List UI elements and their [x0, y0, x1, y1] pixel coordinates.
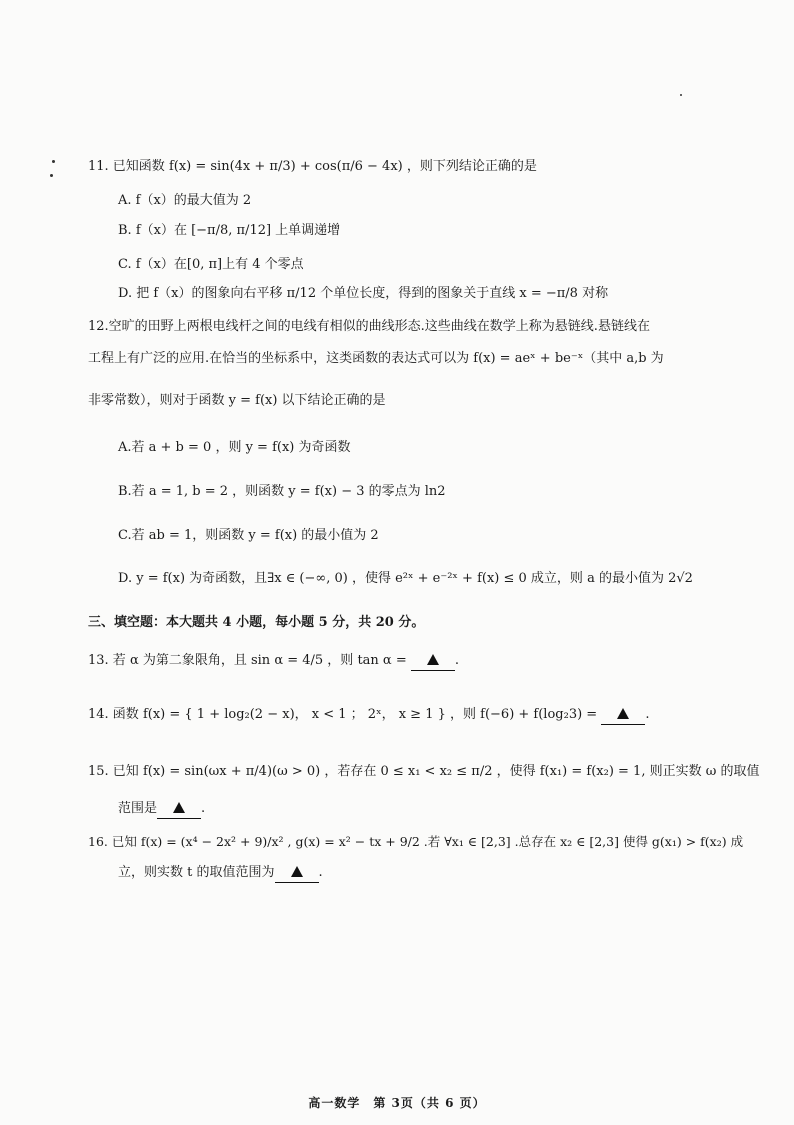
q16-line1: 16. 已知 f(x) = (x⁴ − 2x² + 9)/x² , g(x) = x² − tx + 9/2 .若 ∀x₁ ∈ [2,3] .总存在 x₂ ∈ [2,3] 使得 g(x₁) > f(x₂) 成: [88, 834, 744, 849]
triangle-icon: [617, 708, 629, 719]
q14-text-a: 14. 函数 f(x) = { 1 + log₂(2 − x)， x < 1 ； 2ˣ， x ≥ 1 }: [88, 707, 446, 722]
q14: [88, 706, 649, 725]
q12-stem-line1: 12.空旷的田野上两根电线杆之间的电线有相似的曲线形态.这些曲线在数学上称为悬链线.悬链线在: [88, 319, 650, 334]
q11-stem: 11. 已知函数 f(x) = sin(4x + π/3) + cos(π/6 − 4x) ，则下列结论正确的是: [88, 159, 537, 174]
section-3-heading: 三、填空题：本大题共 4 小题，每小题 5 分，共 20 分。: [88, 615, 425, 630]
q13-end: .: [454, 653, 460, 668]
q12-stem-line2: 工程上有广泛的应用.在恰当的坐标系中，这类函数的表达式可以为 f(x) = aeˣ + be⁻ˣ（其中 a,b 为: [88, 351, 664, 366]
triangle-icon: [173, 802, 185, 813]
q15-line1: 15. 已知 f(x) = sin(ωx + π/4)(ω > 0) ，若存在 0 ≤ x₁ < x₂ ≤ π/2 ，使得 f(x₁) = f(x₂) = 1, 则正实数 ω 的取值: [88, 764, 760, 779]
q15-answer-blank: [157, 800, 201, 819]
q11-option-c: C. f（x）在[0, π]上有 4 个零点: [118, 257, 304, 272]
page-footer: 高一数学 第 3页（共 6 页）: [308, 1096, 486, 1110]
scan-speck: [50, 174, 53, 177]
q12-option-c: C.若 ab = 1，则函数 y = f(x) 的最小值为 2: [118, 528, 379, 543]
q16-line2: [118, 864, 323, 883]
q14-answer-blank: [601, 706, 645, 725]
q11-option-d: D. 把 f（x）的图象向右平移 π/12 个单位长度，得到的图象关于直线 x = −π/8 对称: [118, 286, 609, 301]
q15-range-label: 范围是: [118, 801, 158, 816]
q15-end: .: [201, 801, 206, 816]
q16-range-label: 立，则实数 t 的取值范围为: [118, 865, 275, 880]
q15-line2: [118, 800, 205, 819]
q12-option-a: A.若 a + b = 0 ，则 y = f(x) 为奇函数: [118, 440, 351, 455]
q11-option-a: A. f（x）的最大值为 2: [118, 193, 252, 208]
scan-speck: [680, 94, 682, 96]
triangle-icon: [291, 866, 303, 877]
q13-text: 13. 若 α 为第二象限角，且 sin α = 4/5 ，则 tan α =: [88, 653, 407, 668]
q14-text-b: ，则 f(−6) + f(log₂3) =: [450, 707, 598, 722]
q16-end: .: [318, 865, 323, 880]
q11-option-b: B. f（x）在 [−π/8, π/12] 上单调递增: [118, 223, 341, 238]
scan-speck: [52, 160, 55, 163]
q12-option-d: D. y = f(x) 为奇函数，且∃x ∈ (−∞, 0) ，使得 e²ˣ + e⁻²ˣ + f(x) ≤ 0 成立，则 a 的最小值为 2√2: [118, 571, 693, 586]
q12-option-b: B.若 a = 1, b = 2 ，则函数 y = f(x) − 3 的零点为 ln2: [118, 484, 446, 499]
q12-stem-line3: 非零常数），则对于函数 y = f(x) 以下结论正确的是: [88, 393, 386, 408]
triangle-icon: [427, 654, 439, 665]
q13: [88, 652, 459, 671]
q16-answer-blank: [275, 864, 319, 883]
q14-end: .: [645, 707, 650, 722]
q13-answer-blank: [411, 652, 455, 671]
